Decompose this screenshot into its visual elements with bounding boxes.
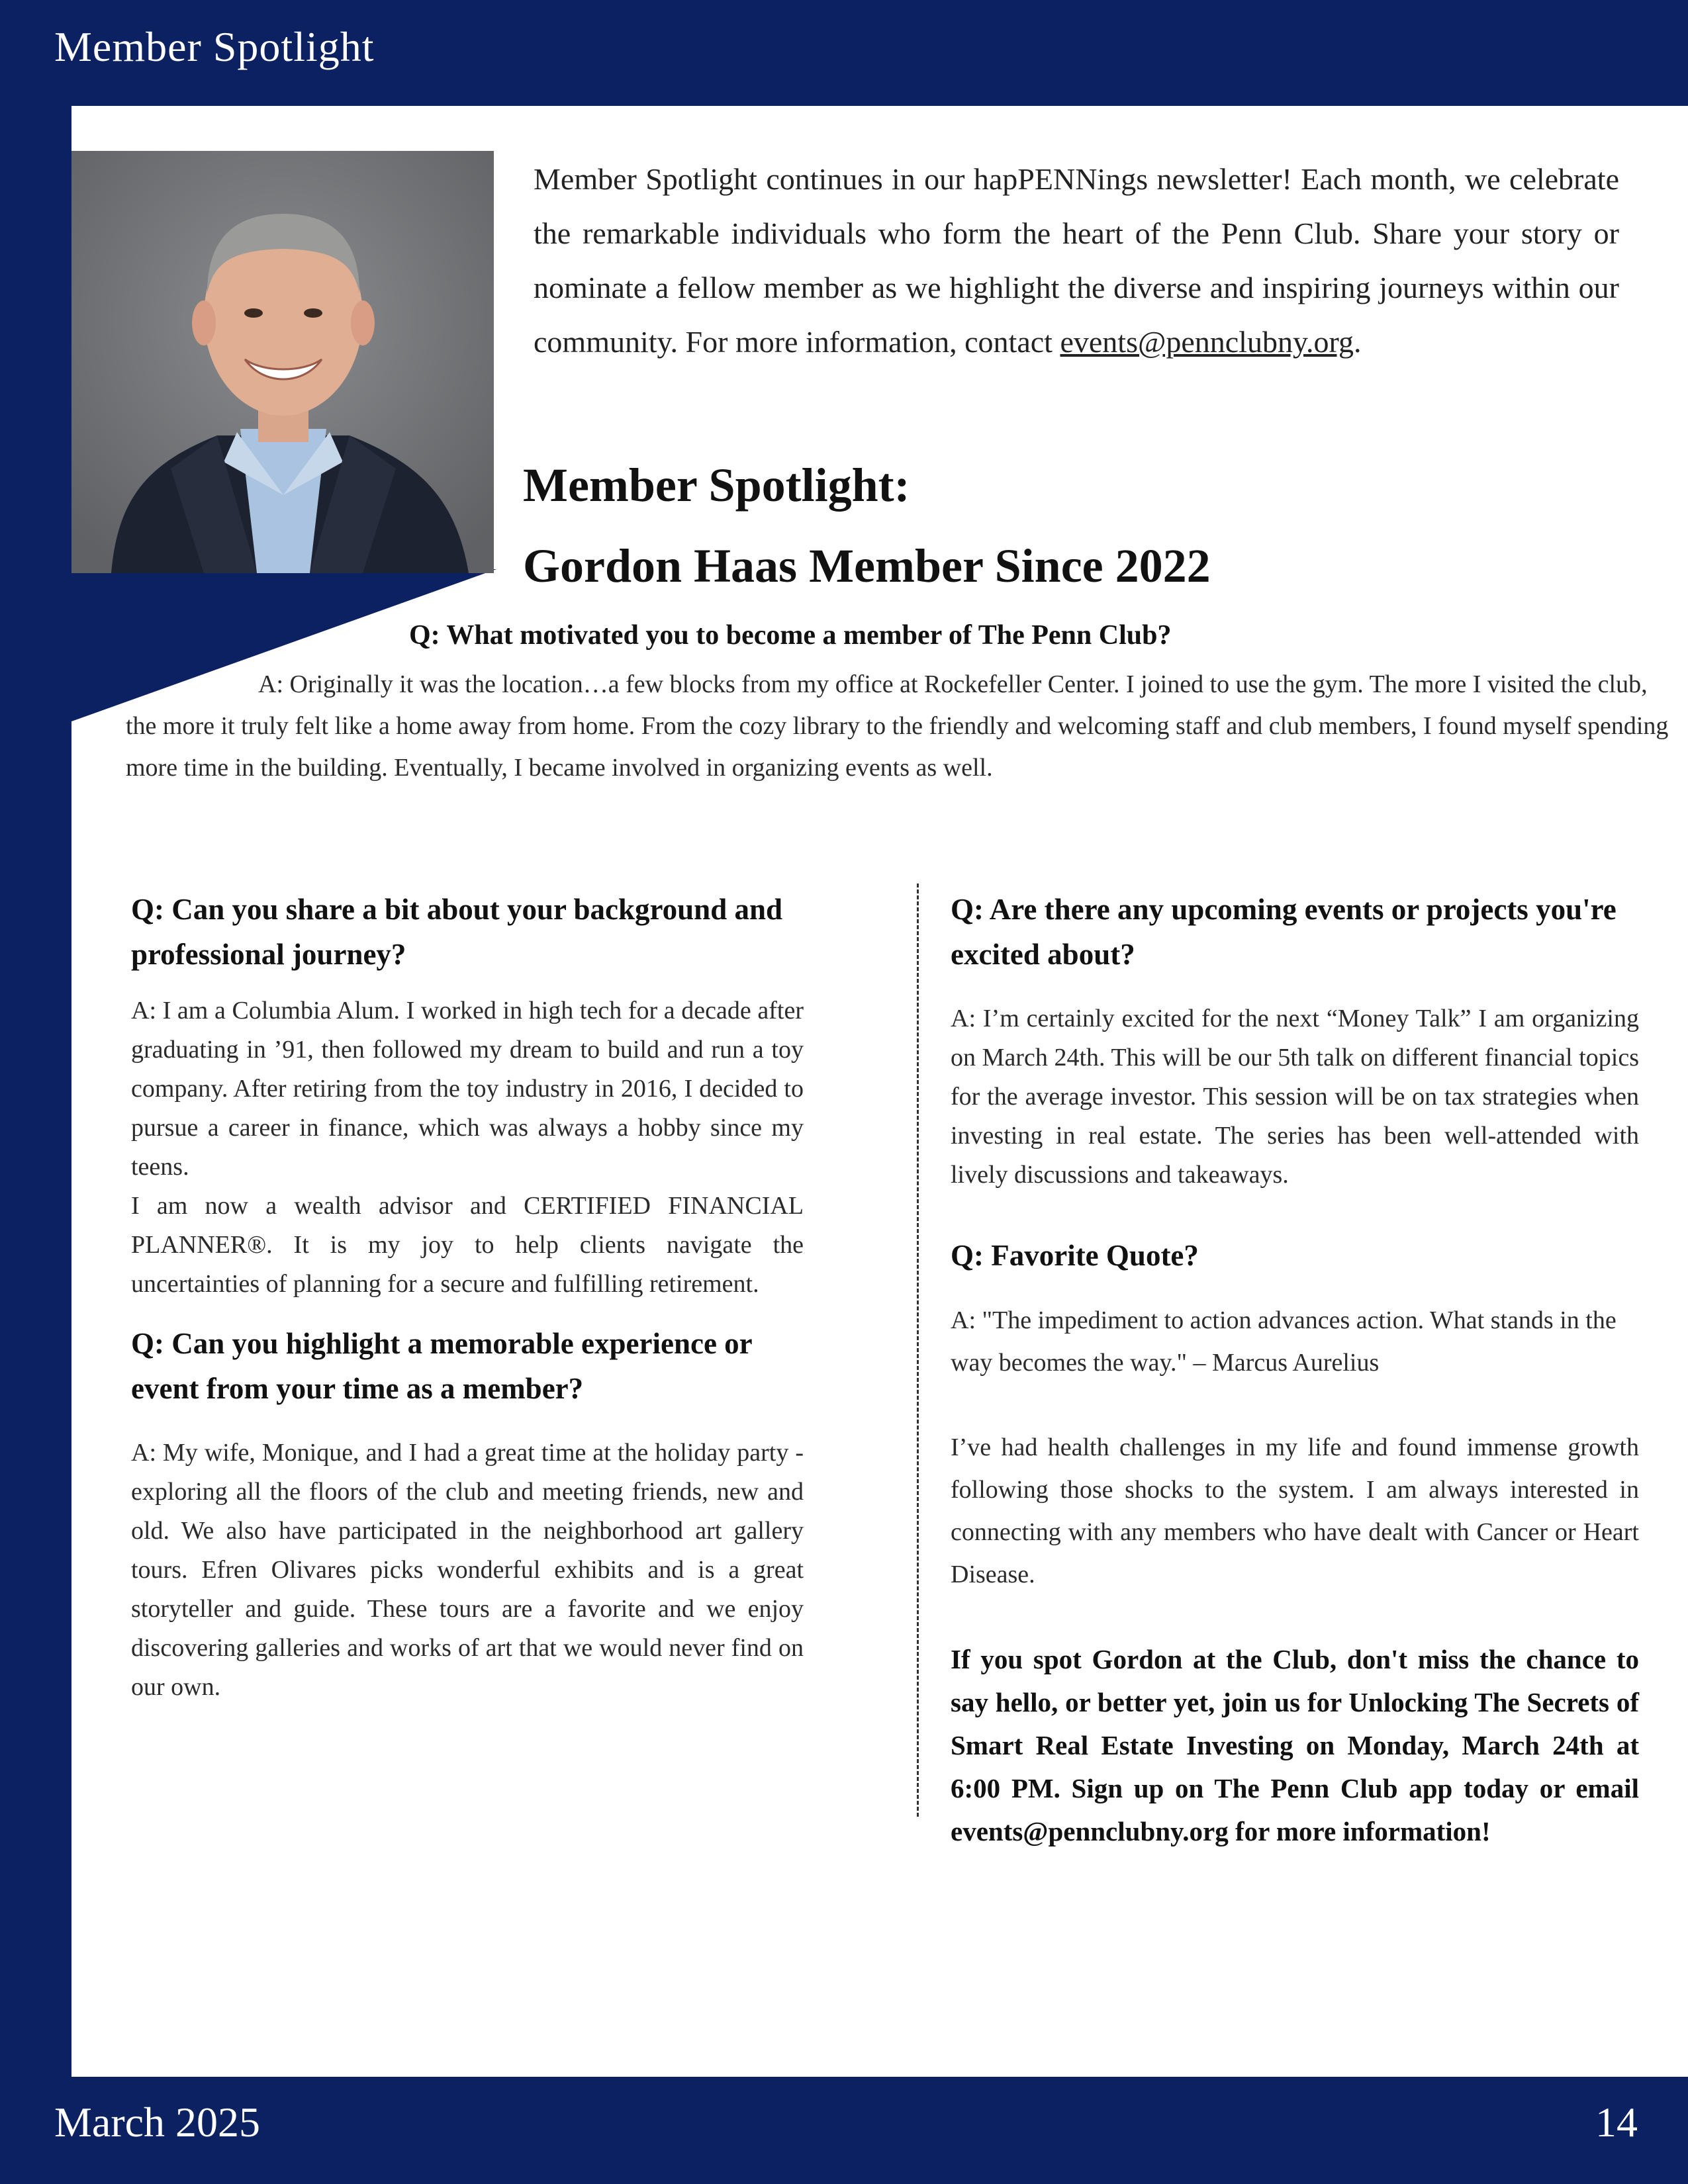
question-motivation: Q: What motivated you to become a member of The Penn Club? — [409, 620, 1172, 651]
question-background: Q: Can you share a bit about your background and professional journey? — [131, 893, 783, 971]
page-content — [71, 106, 1688, 2077]
spotlight-heading: Member Spotlight: — [523, 459, 910, 512]
member-portrait-photo — [71, 151, 494, 573]
answer-health-note: I’ve had health challenges in my life and found immense growth following those shocks to the system. I am always interested in connecting with any members who have dealt with Cancer or Heart Disease. — [951, 1433, 1639, 1588]
right-column — [951, 887, 1639, 1853]
question-favorite-quote: Q: Favorite Quote? — [951, 1239, 1199, 1272]
answer-background-p2: I am now a wealth advisor and CERTIFIED FINANCIAL PLANNER®. It is my joy to help clients navigate the uncertainties of planning for a secure and fulfilling retirement. — [131, 1192, 804, 1298]
answer-favorite-quote: A: "The impediment to action advances action. What stands in the way becomes the way." – Marcus Aurelius — [951, 1306, 1617, 1377]
intro-suffix: . — [1353, 325, 1362, 359]
answer-memorable-experience: A: My wife, Monique, and I had a great time at the holiday party - exploring all the floors of the club and meeting friends, new and old. We also have participated in the neighborhood art gallery tours. Efren Olivares picks wonderful exhibits and is a great storyteller and guide. These tours are a favorite and we enjoy discovering galleries and works of art that we would never find on our own. — [131, 1439, 804, 1701]
answer-upcoming-events: A: I’m certainly excited for the next “Money Talk” I am organizing on March 24th. This will be our 5th talk on different financial topics for the average investor. This session will be on tax strategies when investing in real estate. The series has been well-attended with lively discussions and takeaways. — [951, 1005, 1639, 1189]
page-number: 14 — [1595, 2099, 1638, 2146]
footer-date: March 2025 — [54, 2099, 261, 2146]
left-column — [131, 887, 804, 1707]
intro-paragraph — [534, 152, 1619, 369]
spotlight-member-name: Gordon Haas Member Since 2022 — [523, 539, 1211, 592]
events-email-link[interactable]: events@pennclubny.org — [1060, 325, 1354, 359]
answer-background-p1: A: I am a Columbia Alum. I worked in high tech for a decade after graduating in ’91, then followed my dream to build and run a toy company. After retiring from the toy industry in 2016, I decided to pursue a career in finance, which was always a hobby since my teens. — [131, 997, 804, 1181]
column-divider — [917, 884, 919, 1817]
question-memorable-experience: Q: Can you highlight a memorable experience or event from your time as a member? — [131, 1327, 752, 1405]
answer-motivation: A: Originally it was the location…a few blocks from my office at Rockefeller Center. I joined to use the gym. The more I visited the club, the more it truly felt like a home away from home. From the cozy library to the friendly and welcoming staff and club members, I found myself spending more time in the building. Eventually, I became involved in organizing events as well. — [126, 670, 1669, 782]
question-upcoming-events: Q: Are there any upcoming events or projects you're excited about? — [951, 893, 1617, 971]
intro-text: Member Spotlight continues in our hapPENNings newsletter! Each month, we celebrate the remarkable individuals who form the heart of the Penn Club. Share your story or nominate a fellow member as we highlight the diverse and inspiring journeys within our community. For more information, contact — [534, 162, 1619, 359]
call-to-action: If you spot Gordon at the Club, don't miss the chance to say hello, or better yet, join us for Unlocking The Secrets of Smart Real Estate Investing on Monday, March 24th at 6:00 PM. Sign up on The Penn Club app today or email events@pennclubny.org for more information! — [951, 1644, 1639, 1846]
header-title: Member Spotlight — [54, 23, 375, 70]
